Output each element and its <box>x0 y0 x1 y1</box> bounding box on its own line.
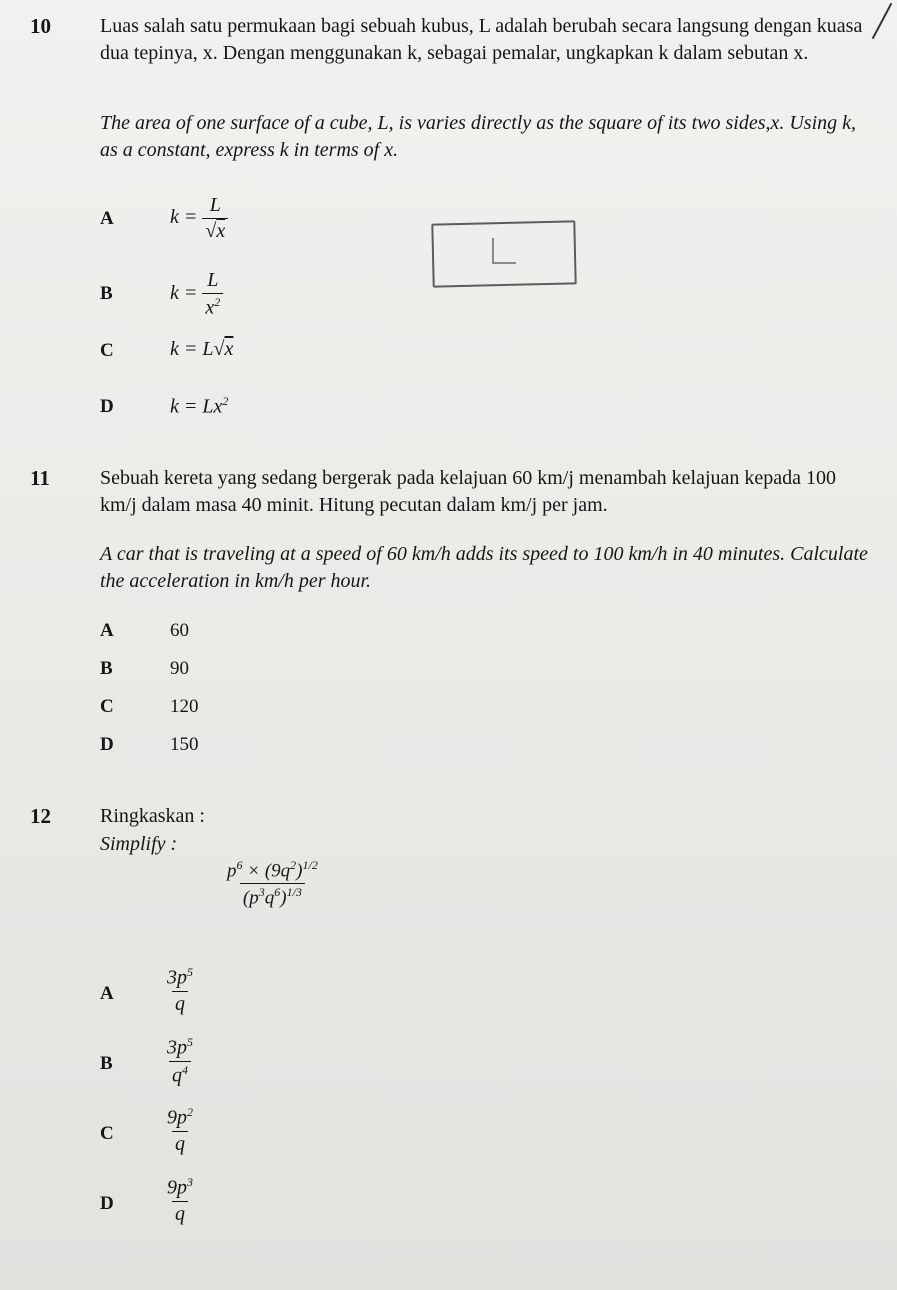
question-11-option-d[interactable]: 150 <box>170 734 199 755</box>
question-10-option-b-letter[interactable]: B <box>100 283 113 304</box>
question-10-option-a[interactable]: k = $\frac{L}{√x}$ <box>170 194 228 243</box>
question-11-option-b[interactable]: 90 <box>170 658 189 679</box>
question-10-option-c-letter[interactable]: C <box>100 340 114 361</box>
question-11-translation: A car that is traveling at a speed of 60 km/h adds its speed to 100 km/h in 40 minutes. Calculate the acceleration in km/h per hour. <box>100 543 868 592</box>
question-11-option-c-letter[interactable]: C <box>100 696 114 717</box>
question-12-option-a[interactable]: $\frac{3p^5}{q}$ <box>167 965 193 1015</box>
hand-drawn-l-mark <box>492 238 516 264</box>
question-12-option-b-letter[interactable]: B <box>100 1053 113 1074</box>
question-11-stem: Sebuah kereta yang sedang bergerak pada kelajuan 60 km/j menambah kelajuan kepada 100 km/j dalam masa 40 minit. Hitung pecutan dalam km/j per jam. <box>100 467 837 516</box>
question-11-option-b-letter[interactable]: B <box>100 658 113 679</box>
question-11-option-d-letter[interactable]: D <box>100 734 114 755</box>
question-12-option-d[interactable]: $\frac{9p^3}{q}$ <box>167 1175 193 1225</box>
question-12-option-b[interactable]: $\frac{3p^5}{q^4}$ <box>167 1035 193 1087</box>
question-12-option-c-letter[interactable]: C <box>100 1123 114 1144</box>
question-12-option-a-letter[interactable]: A <box>100 983 114 1004</box>
question-12-option-c[interactable]: $\frac{9p^2}{q}$ <box>167 1105 193 1155</box>
question-10-option-b[interactable]: k = $\frac{L}{x^2}$ <box>170 269 223 320</box>
question-10-number: 10 <box>30 14 51 38</box>
question-10-option-a-letter[interactable]: A <box>100 208 114 229</box>
pen-mark <box>872 3 893 39</box>
question-10-option-c[interactable]: k = L√x <box>170 338 234 360</box>
question-11-number: 11 <box>30 466 50 490</box>
question-11-option-a-letter[interactable]: A <box>100 620 114 641</box>
question-12-number: 12 <box>30 804 51 828</box>
question-12-translation: Simplify : <box>100 833 178 855</box>
question-12-option-d-letter[interactable]: D <box>100 1193 114 1214</box>
question-12-expression: $\frac{p^6 \times (9q^2)^{1/2}}{(p^3q^6)^{1/3}}$ <box>227 858 318 909</box>
question-12-stem: Ringkaskan : <box>100 805 205 827</box>
question-10-option-d-letter[interactable]: D <box>100 396 114 417</box>
question-11-option-c[interactable]: 120 <box>170 696 199 717</box>
question-10-option-d[interactable]: $k = Lx^2$ <box>170 394 229 418</box>
question-10-translation: The area of one surface of a cube, L, is varies directly as the square of its two sides,x. Using k, as a constant, express k in terms of x. <box>100 112 857 161</box>
question-11-option-a[interactable]: 60 <box>170 620 189 641</box>
question-10-stem: Luas salah satu permukaan bagi sebuah kubus, L adalah berubah secara langsung dengan kuasa dua tepinya, x. Dengan menggunakan k, sebagai pemalar, ungkapkan k dalam sebutan x. <box>100 15 863 64</box>
